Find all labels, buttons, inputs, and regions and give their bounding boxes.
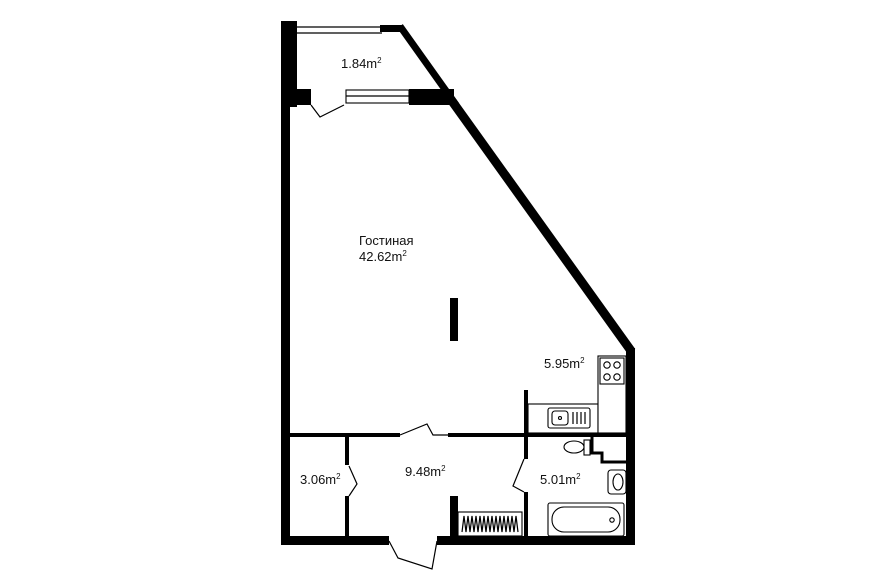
storage-wall-bottom	[345, 496, 349, 536]
balcony-left-stub	[281, 89, 311, 105]
north-east-diagonal-wall	[452, 101, 629, 348]
east-wall	[626, 348, 635, 544]
kitchen-area-label: $5.95m^2$	[544, 356, 585, 371]
south-wall-left	[281, 536, 389, 545]
bath-wall-top	[524, 437, 528, 459]
storage-door-swing	[349, 466, 357, 496]
storage-wall-top	[345, 437, 349, 465]
bathtub-icon	[548, 503, 624, 536]
bath-wall-bottom	[524, 492, 528, 536]
bathroom-fixtures	[548, 440, 626, 536]
bath-shaft	[592, 437, 626, 462]
partition-horizontal-left	[290, 433, 400, 437]
bathroom-area-label: $5.01m^2$	[540, 472, 581, 487]
balcony-right-stub	[409, 89, 454, 105]
living-column	[450, 298, 458, 341]
stove-icon	[600, 358, 624, 384]
storage-area-label: $3.06m^2$	[300, 472, 341, 487]
balcony-area-label: $1.84m^2$	[341, 56, 382, 71]
south-wall-right	[437, 536, 635, 545]
hall-door-swing	[400, 424, 448, 435]
sink-icon	[548, 408, 590, 428]
toilet-icon	[564, 440, 590, 455]
radiator-icon	[458, 512, 522, 536]
hall-stub	[450, 496, 458, 536]
west-wall	[281, 103, 290, 544]
partition-horizontal-right	[448, 433, 626, 437]
living-room-area-label: $42.62m^2$	[359, 249, 407, 264]
entrance-door-swing	[389, 541, 437, 569]
bath-door-swing	[513, 459, 524, 492]
kitchen-divider	[524, 390, 528, 433]
living-room-name: Гостиная	[359, 233, 414, 248]
washbasin-icon	[608, 470, 626, 494]
balcony-door-swing	[311, 105, 344, 117]
hall-area-label: $9.48m^2$	[405, 464, 446, 479]
